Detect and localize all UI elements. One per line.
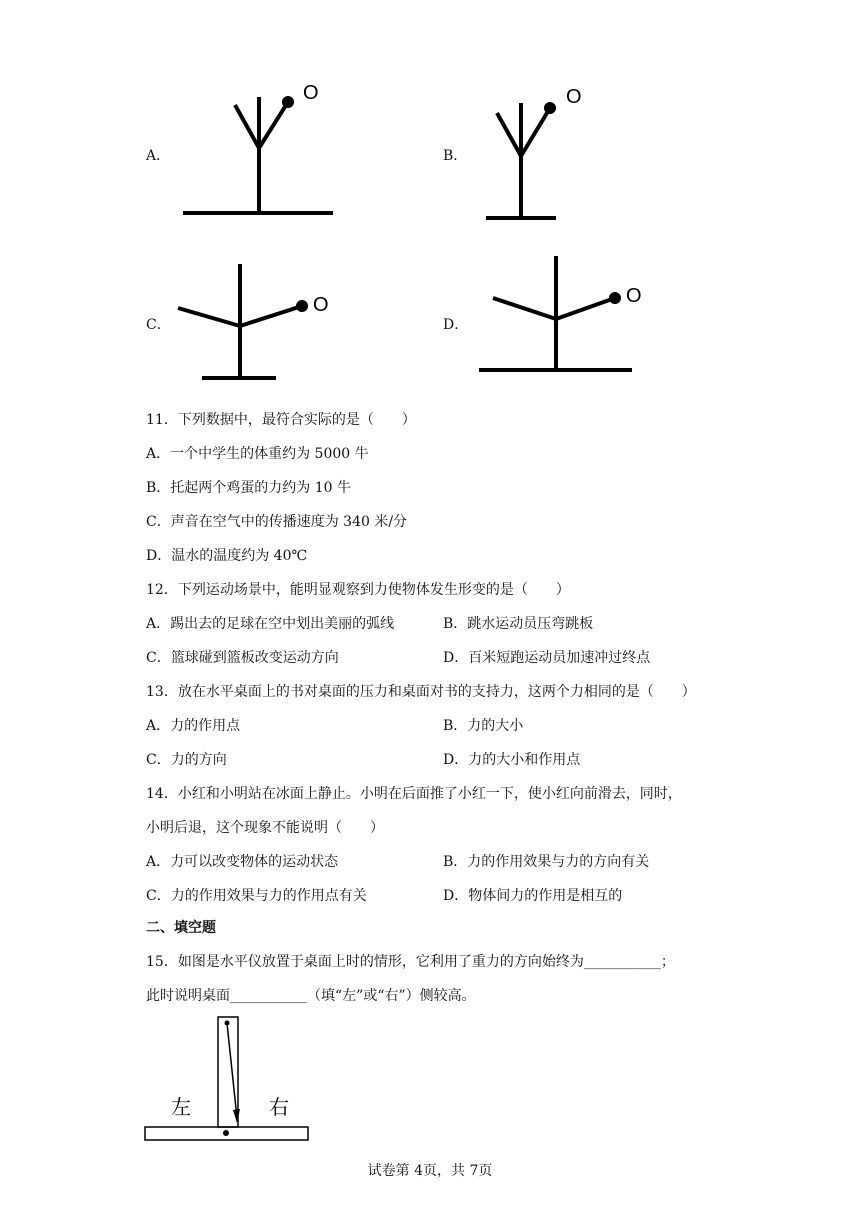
q14-stem-line1: 14．小红和小明站在冰面上静止。小明在后面推了小红一下，使小红向前滑去，同时， — [146, 786, 682, 802]
q13-stem: 13．放在水平桌面上的书对桌面的压力和桌面对书的支持力，这两个力相同的是（ ） — [146, 684, 696, 700]
q12-stem: 12．下列运动场景中，能明显观察到力使物体发生形变的是（ ） — [146, 582, 570, 598]
figure-option-c — [170, 258, 345, 388]
q13-option-b: B．力的大小 — [443, 718, 524, 734]
q12-option-d: D．百米短跑运动员加速冲过终点 — [443, 650, 651, 666]
option-c-label: C． — [146, 317, 171, 333]
q13-option-a: A．力的作用点 — [146, 718, 241, 734]
q14-option-d: D．物体间力的作用是相互的 — [443, 888, 623, 904]
left-label: 左 — [171, 1095, 191, 1119]
page-footer: 试卷第 4页，共 7页 — [367, 1163, 493, 1179]
q14-stem-line2: 小明后退，这个现象不能说明（ ） — [146, 820, 384, 836]
q15-line1: 15．如图是水平仪放置于桌面上时的情形，它利用了重力的方向始终为___________； — [146, 954, 675, 970]
level-instrument-figure — [143, 1012, 313, 1144]
section-title: 二、填空题 — [146, 920, 216, 936]
q13-option-c: C．力的方向 — [146, 752, 227, 768]
q12-option-b: B．跳水运动员压弯跳板 — [443, 616, 594, 632]
option-b-label: B． — [443, 148, 468, 164]
option-a-label: A． — [146, 148, 171, 164]
ball-label-d: O — [626, 285, 642, 307]
q11-option-a: A．一个中学生的体重约为 5000 牛 — [146, 446, 369, 462]
ball-label-b: O — [566, 86, 582, 108]
q15-line2: 此时说明桌面___________（填“左”或“右”）侧较高。 — [146, 988, 476, 1004]
q11-option-d: D．温水的温度约为 40℃ — [146, 548, 308, 564]
option-d-label: D． — [443, 317, 469, 333]
ball-label-a: O — [303, 82, 319, 104]
q14-option-c: C．力的作用效果与力的作用点有关 — [146, 888, 367, 904]
figure-option-b — [480, 83, 600, 228]
figure-option-a — [175, 75, 350, 225]
q14-option-a: A．力可以改变物体的运动状态 — [146, 854, 339, 870]
q12-option-c: C．篮球碰到篮板改变运动方向 — [146, 650, 339, 666]
q11-stem: 11．下列数据中，最符合实际的是（ ） — [146, 412, 416, 428]
figure-option-d — [475, 252, 655, 377]
q12-option-a: A．踢出去的足球在空中划出美丽的弧线 — [146, 616, 395, 632]
ball-label-c: O — [313, 294, 329, 316]
q14-option-b: B．力的作用效果与力的方向有关 — [443, 854, 650, 870]
q11-option-c: C．声音在空气中的传播速度为 340 米/分 — [146, 514, 408, 530]
q13-option-d: D．力的大小和作用点 — [443, 752, 581, 768]
q11-option-b: B．托起两个鸡蛋的力约为 10 牛 — [146, 480, 352, 496]
right-label: 右 — [269, 1095, 289, 1119]
